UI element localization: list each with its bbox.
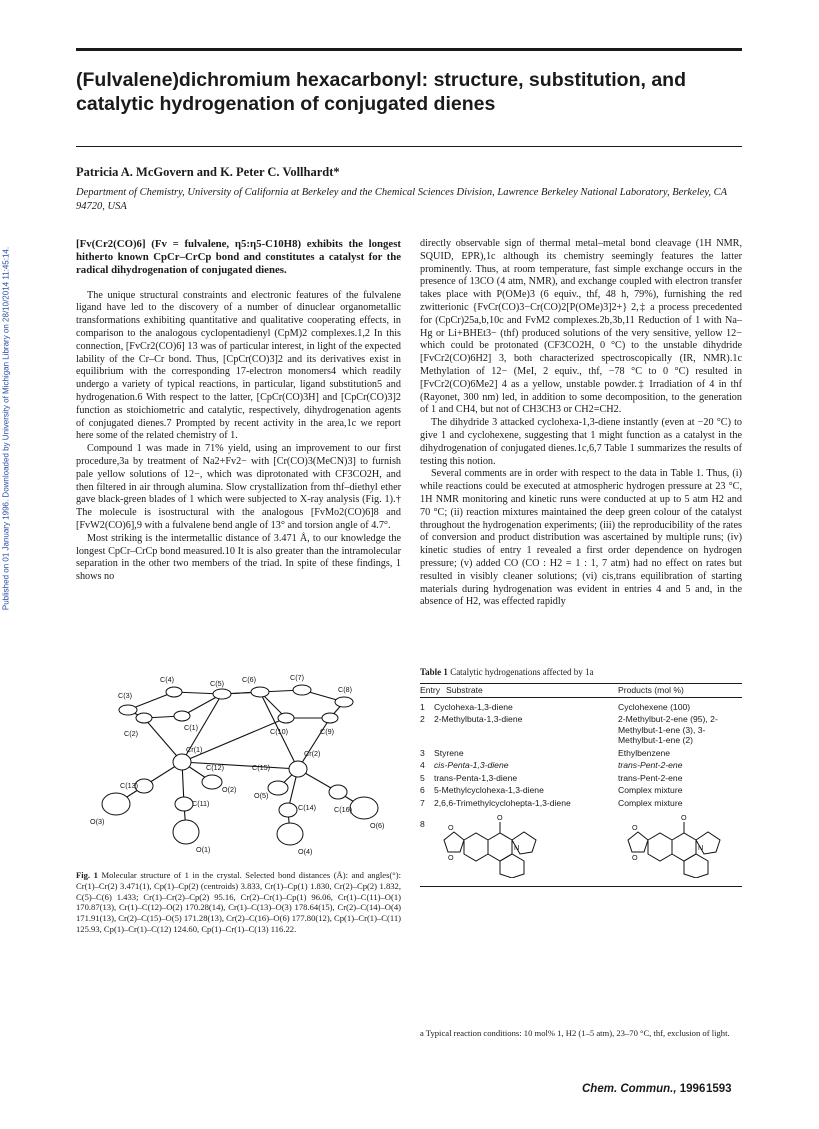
journal-name: Chem. Commun., (582, 1083, 677, 1095)
atom-label: C(9) (320, 727, 334, 736)
table-row (420, 713, 742, 747)
authors: Patricia A. McGovern and K. Peter C. Vollhardt* (76, 165, 340, 179)
substrate-cell: Cyclohexa-1,3-diene (434, 701, 513, 712)
atom-label: O(4) (298, 847, 313, 856)
paragraph: The dihydride 3 attacked cyclohexa-1,3-diene instantly (even at −20 °C) to give 1 and cyclohexene, suggesting that 1 might function as a catalyst in the dihydrogenation of conjugated dienes.1c,6,7 Table 1 summarizes the results of testing this notion. (420, 417, 742, 467)
download-watermark (0, 200, 12, 660)
atom-label: C(15) (252, 763, 270, 772)
atom-label: O(3) (90, 817, 105, 826)
table-row (420, 772, 742, 785)
svg-text:O: O (448, 853, 454, 862)
products-cell (618, 809, 742, 882)
svg-text:N: N (514, 843, 520, 852)
abstract: [Fv(Cr2(CO)6] (Fv = fulvalene, η5:η5-C10H8) exhibits the longest hitherto known CpCr–CrCp bond and constitutes a catalyst for the radical dihydrogenation of conjugated dienes. (76, 238, 401, 277)
svg-text:O: O (632, 853, 638, 862)
svg-text:O: O (632, 823, 638, 832)
products-cell: trans-Pent-2-ene (618, 760, 683, 770)
caption-label: Fig. 1 (76, 870, 98, 880)
atom-label: Cr(1) (186, 745, 203, 754)
table-row (420, 809, 742, 882)
atom-label: C(14) (298, 803, 316, 812)
results-table (420, 684, 742, 697)
column-header: Entry (420, 685, 441, 695)
entry-cell: 2 (420, 714, 425, 724)
svg-text:O: O (681, 813, 687, 822)
figure-caption (76, 870, 401, 935)
svg-text:O: O (497, 813, 503, 822)
entry-cell: 8 (420, 819, 425, 829)
left-column (76, 238, 401, 584)
svg-text:O: O (448, 823, 454, 832)
table-caption: Catalytic hydrogenations affected by 1a (450, 667, 594, 677)
substrate-cell: Styrene (434, 747, 464, 758)
products-cell: trans-Pent-2-ene (618, 772, 683, 783)
table-header-row (420, 684, 742, 697)
entry-cell: 7 (420, 797, 425, 808)
table-row (420, 701, 742, 714)
watermark-text: Published on 01 January 1996. Downloaded by University of Michigan Library on 28/10/2014 11:45:14. (1, 246, 11, 611)
atom-label: C(6) (242, 675, 256, 684)
title-rule (76, 146, 742, 147)
substrate-structure-diagram (434, 810, 554, 878)
atom-label: C(7) (290, 673, 304, 682)
substrate-cell (434, 809, 618, 882)
paragraph: Several comments are in order with respect to the data in Table 1. Thus, (i) while reactions could be executed at atmospheric hydrogen pressure at 23 °C, 1H NMR monitoring and kinetic runs were conducted at up to 5 atm H2 and 70 °C; (ii) reaction mixtures maintained the deep green colour of the catalyst throughout the hydrogenation experiments; (iii) the reproducibility of the rates of conversion and product distribution was ascertained by multiple runs; (iv) kinetic studies of entry 1 revealed a first order dependence on hydrogen pressure; (v) added CO (CO : H2 = 1 : 1, 7 atm) had no effect on rates but resulted in visibly cleaner solutions; (vi) cis,trans equilibration of starting materials during hydrogenation was evident in entries 4 and 5 and, in the absence of H2, was effected rapidly (420, 468, 742, 608)
substrate-cell: 5-Methylcyclohexa-1,3-diene (434, 785, 544, 795)
substrate-cell: trans-Penta-1,3-diene (434, 772, 518, 783)
entry-cell: 3 (420, 747, 425, 758)
table-footnote: a Typical reaction conditions: 10 mol% 1, H2 (1–5 atm), 23–70 °C, thf, exclusion of light. (420, 1028, 730, 1038)
right-column (420, 238, 742, 609)
atom-label: C(2) (124, 729, 138, 738)
page-number: 1593 (706, 1083, 732, 1095)
substrate-cell: 2,6,6-Trimethylcyclohepta-1,3-diene (434, 797, 571, 808)
svg-text:N: N (698, 843, 704, 852)
column-header: Substrate (446, 685, 483, 695)
journal-year: 1996 (679, 1083, 706, 1095)
products-cell: Ethylbenzene (618, 747, 671, 758)
top-rule (76, 48, 742, 51)
paragraph: Compound 1 was made in 71% yield, using an improvement to our first procedure,3a by treatment of Na2+Fv2− with [Cr(CO)3(MeCN)3] to furnish pale yellow solutions of 12−, which was diprotonated with CF3CO2H, and then filtered in air through alumina. Slow crystallization from thf–diethyl ether gave black-green blades of 1 which were subjected to X-ray analysis (Fig. 1).† The molecule is isostructural with the analogous [FvMo2(CO)6]8 and [FvW2(CO)6],9 with a fulvalene bend angle of 13° and torsion angle of 4.7°. (76, 443, 401, 531)
atom-label: C(10) (270, 727, 288, 736)
atom-label: C(1) (184, 723, 198, 732)
figure-1 (82, 664, 402, 862)
atom-label: C(13) (120, 781, 138, 790)
entry-cell: 1 (420, 701, 425, 712)
substrate-cell: cis-Penta-1,3-diene (434, 760, 509, 770)
substrate-cell: 2-Methylbuta-1,3-diene (434, 714, 523, 724)
products-cell: Complex mixture (618, 797, 683, 808)
journal-citation (582, 1083, 705, 1095)
caption-text: Molecular structure of 1 in the crystal. Selected bond distances (Å): and angles(°): Cr(1)–Cr(2) 3.471(1), Cp(1)–Cp(2) (centroids) 3.833, Cr(1)–Cp(1) 1.830, Cr(2)–Cp(2) 1.832, C(5)–C(6) 1.433; Cr(1)–Cr(2)–Cp(2) 95.16, Cr(2)–Cr(1)–Cp(1) 96.06, Cr(1)–C(11)–O(1) 170.87(13), Cr(1)–C(12)–O(2) 170.28(14), Cr(1)–C(13)–O(3) 178.64(15), Cr(2)–C(14)–O(4) 171.91(13), Cr(2)–C(15)–O(5) 171.28(13), Cr(2)–C(16)–O(6) 177.80(12), Cp(1)–Cr(1)–C(11) 125.93, Cp(1)–Cr(1)–C(12) 124.60, Cp(1)–Cr(1)–C(13) 116.22. (76, 870, 401, 934)
entry-cell: 5 (420, 772, 425, 783)
paragraph: The unique structural constraints and electronic features of the fulvalene ligand have led to the discovery of a number of dinuclear organometallic transformations exhibiting quantitative and qualitative cooperating effects, in comparison to the analogous cyclopentadienyl (CpM)2 complexes.1,2 In this connection, [FvCr2(CO)6] 13 was of particular interest, in light of the expected lability of the Cr–Cr bond. Thus, [CpCr(CO)3]2 and its derivatives exist in equilibrium with the corresponding 17-electron monomers4 which readily undergo a variety of typical reactions, in particular, ligand substitution5 and hydrogenation.6 With respect to the latter, [CpCr(CO)3H] and [CpCr(CO)3]2 function as stoichiometric and catalytic, respectively, dihydrogenation agents of conjugated dienes.7 Prompted by recent activity in the area,1c we report here some of the related chemistry of 1. (76, 289, 401, 442)
molecular-structure-diagram (82, 664, 402, 862)
table-label: Table 1 (420, 667, 448, 677)
atom-label: C(11) (192, 799, 210, 808)
column-header: Products (mol %) (618, 685, 684, 695)
table-title (420, 667, 742, 677)
atom-label: Cr(2) (304, 749, 321, 758)
paragraph: directly observable sign of thermal metal–metal bond cleavage (1H NMR, SQUID, EPR),1c although its chemistry seemingly features the latter prominently. Thus, at room temperature, fast simple exchange occurs in the presence of 13CO (4 atm, NMR), and exchange coupled with electron transfer takes place with P(OMe)3 (6 equiv., thf, 48 h, 79%), furnishing the red zwitterionic {FvCr(CO)3−Cr(CO)2[P(OMe)3]2+} 2,‡ a process precedented for (CpCr)25a,b,10c and FvM2 complexes.2b,3b,11 Reduction of 1 with Na–Hg or Li+BHEt3− (thf) produced solutions of the very sensitive, yellow 12− which could be protonated (CF3CO2H, 0 °C) to the unstable dihydride [FvCr2(CO)6H2] 3, both characterized spectroscopically (IR, NMR).1c Methylation of 12− (MeI, 2 equiv., thf, −78 °C to 0 °C) resulted in [FvCr2(CO)6Me2] 4 as a yellow, unstable powder.‡ Irradiation of 4 in thf (Rayonet, 300 nm) led, in addition to some decomposition, to the generation of 1 and CH4, but not of CH3CH3 or CH2=CH2. (420, 238, 742, 416)
products-cell: Complex mixture (618, 785, 683, 795)
atom-label: O(5) (254, 791, 269, 800)
table-row (420, 759, 742, 772)
atom-label: O(1) (196, 845, 211, 854)
article-title: (Fulvalene)dichromium hexacarbonyl: structure, substitution, and catalytic hydrogenation of conjugated dienes (76, 69, 687, 115)
entry-cell: 6 (420, 785, 425, 795)
product-structure-diagram (618, 810, 738, 878)
affiliation: Department of Chemistry, University of California at Berkeley and the Chemical Sciences Division, Lawrence Berkeley National Laboratory, Berkeley, CA 94720, USA (76, 187, 727, 212)
atom-label: C(8) (338, 685, 352, 694)
table-rule (420, 886, 742, 887)
results-table-body (420, 701, 742, 882)
products-cell: 2-Methylbut-2-ene (95), 2-Methylbut-1-ene (3), 3-Methylbut-1-ene (2) (618, 714, 718, 745)
atom-label: C(16) (334, 805, 352, 814)
atom-label: C(4) (160, 675, 174, 684)
table-row (420, 747, 742, 760)
entry-cell: 4 (420, 760, 425, 770)
paragraph: Most striking is the intermetallic distance of 3.471 Å, to our knowledge the longest CpCr–CrCp bond measured.10 It is also greater than the intramolecular separation in the other two members of the triad. In spite of these findings, 1 shows no (76, 532, 401, 583)
table-row (420, 784, 742, 797)
atom-label: C(5) (210, 679, 224, 688)
atom-label: C(3) (118, 691, 132, 700)
table-row (420, 797, 742, 810)
table-1 (420, 667, 742, 887)
products-cell: Cyclohexene (100) (618, 701, 691, 712)
table-rule (420, 697, 742, 698)
atom-label: O(2) (222, 785, 237, 794)
atom-label: O(6) (370, 821, 385, 830)
atom-label: C(12) (206, 763, 224, 772)
